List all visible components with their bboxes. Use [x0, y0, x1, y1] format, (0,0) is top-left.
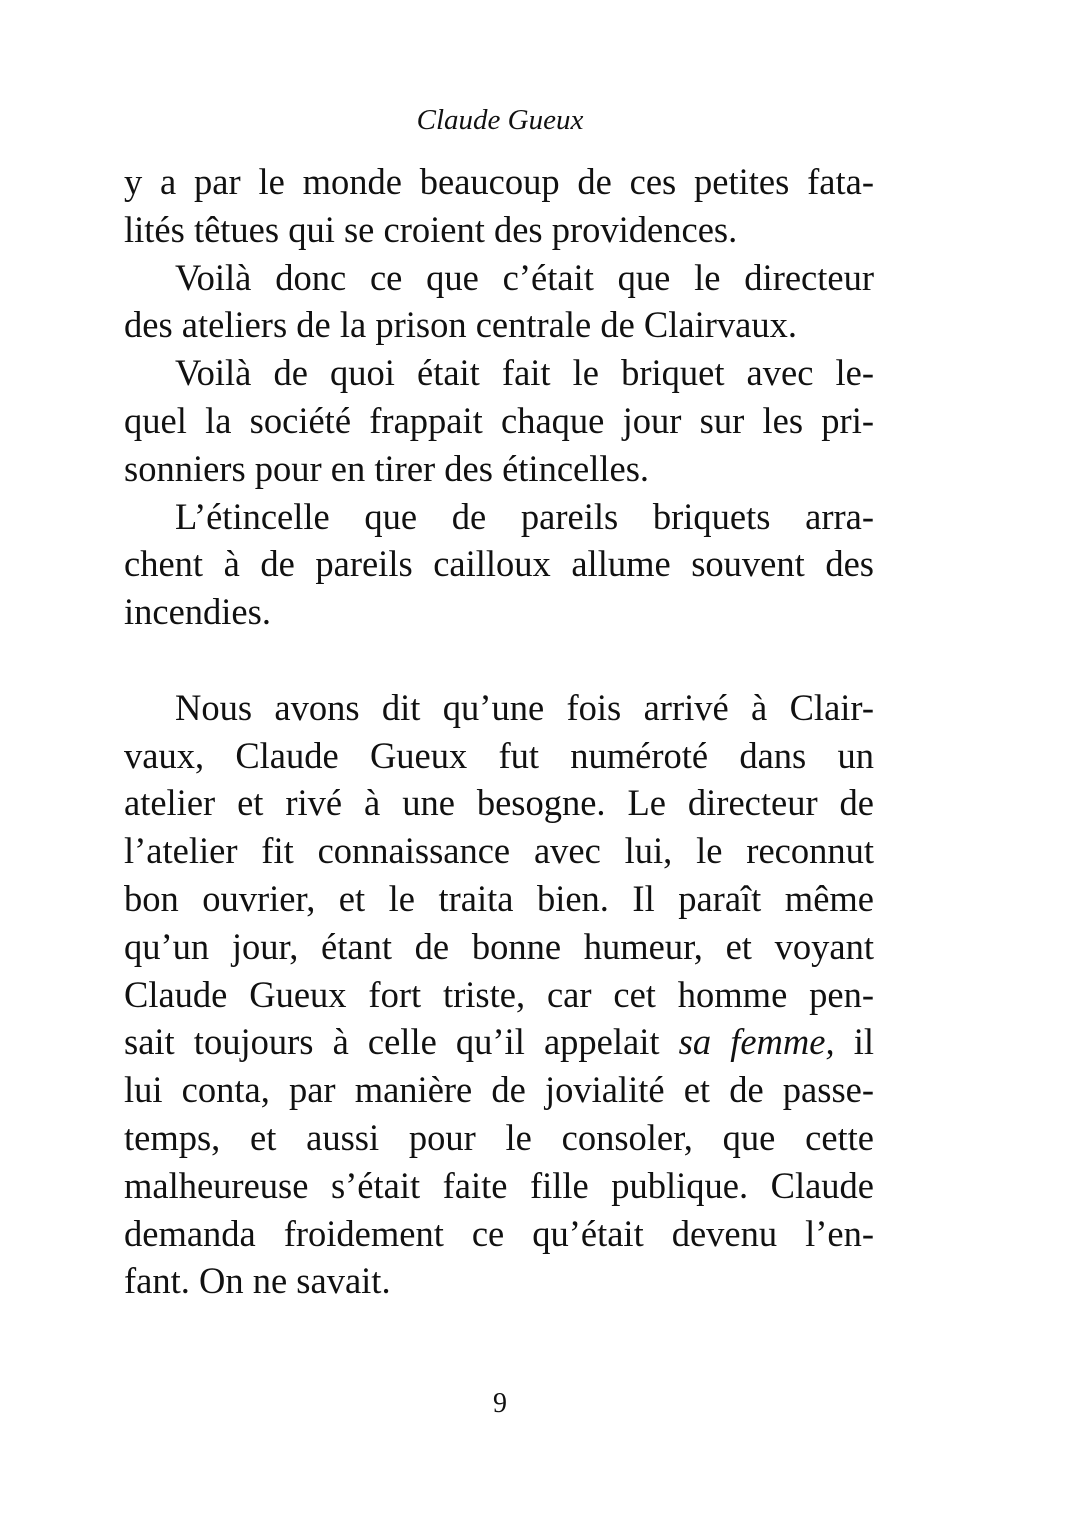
paragraph [124, 493, 874, 636]
text-line: qu’un jour, étant de bonne humeur, et voyant [124, 925, 874, 967]
text-line: L’étincelle que de pareils briquets arra- [175, 495, 874, 537]
text-line: temps, et aussi pour le consoler, que cette [124, 1116, 874, 1158]
text-line: chent à de pareils cailloux allume souvent des [124, 543, 874, 585]
text-run: sait toujours à celle qu’il appelait [124, 1021, 679, 1063]
text-line: bon ouvrier, et le traita bien. Il paraît même [124, 877, 874, 919]
text-line: sonniers pour en tirer des étincelles. [124, 447, 650, 489]
text-line: atelier et rivé à une besogne. Le directeur de [124, 782, 874, 824]
text-line: Claude Gueux fort triste, car cet homme pen- [124, 973, 874, 1015]
text-line: l’atelier fit connaissance avec lui, le reconnut [124, 830, 874, 872]
paragraph [124, 349, 874, 492]
text-line: fant. On ne savait. [124, 1260, 391, 1302]
body-text [124, 158, 874, 1305]
text-line: lités têtues qui se croient des providences. [124, 208, 738, 250]
text-line: Voilà donc ce que c’était que le directeur [175, 256, 874, 298]
text-line: Voilà de quoi était fait le briquet avec le- [175, 352, 874, 394]
italic-text: sa femme, [678, 1021, 835, 1063]
paragraph [124, 158, 874, 254]
paragraph [124, 254, 874, 350]
text-line: vaux, Claude Gueux fut numéroté dans un [124, 734, 874, 776]
page-number: 9 [493, 1388, 507, 1419]
text-line: malheureuse s’était faite fille publique. Claude [124, 1164, 874, 1206]
text-run: il [834, 1021, 874, 1063]
text-line: Nous avons dit qu’une fois arrivé à Clair- [175, 686, 874, 728]
text-line: quel la société frappait chaque jour sur les pri- [124, 399, 874, 441]
section-break [124, 636, 874, 684]
text-line [124, 1018, 874, 1066]
text-line: incendies. [124, 591, 271, 633]
text-line: lui conta, par manière de jovialité et de passe- [124, 1069, 874, 1111]
text-line: demanda froidement ce qu’était devenu l’en- [124, 1212, 874, 1254]
paragraph [124, 684, 874, 1305]
text-line: y a par le monde beaucoup de ces petites fata- [124, 161, 874, 202]
running-head: Claude Gueux [416, 104, 584, 136]
text-line: des ateliers de la prison centrale de Clairvaux. [124, 304, 797, 346]
